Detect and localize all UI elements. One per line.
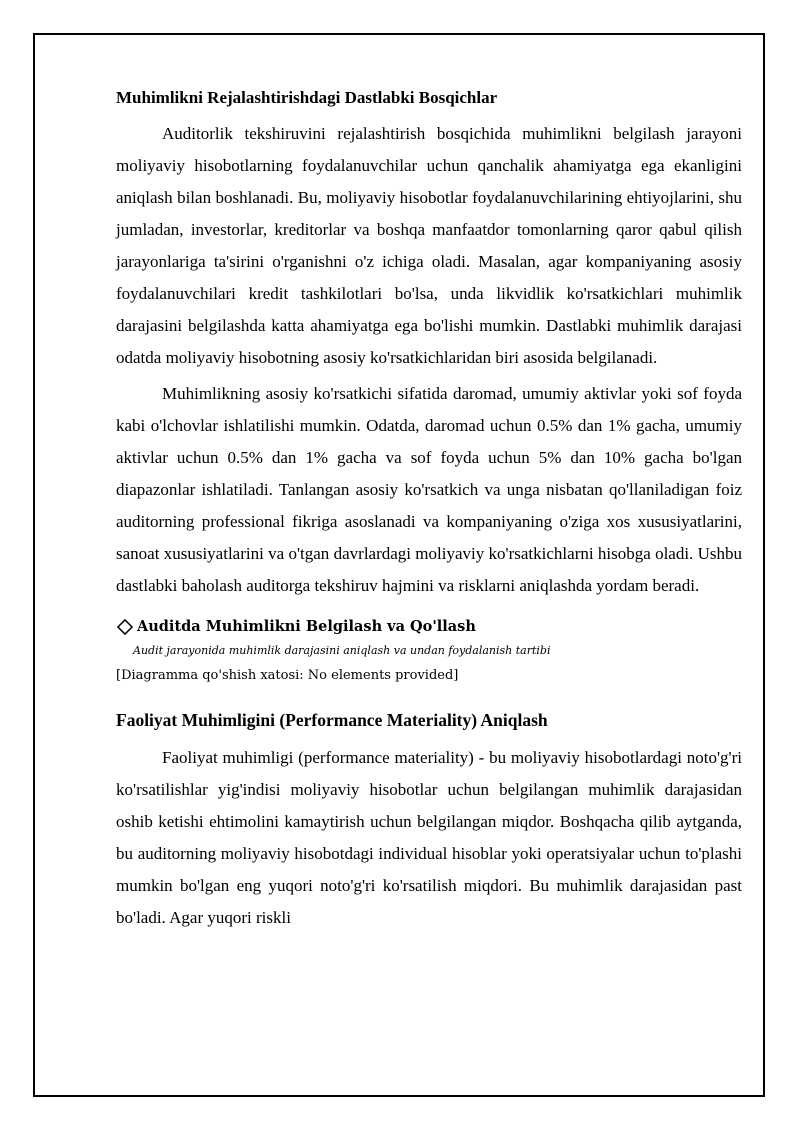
section-heading: Muhimlikni Rejalashtirishdagi Dastlabki Bosqichlar [116,88,498,107]
diagram-placeholder [116,616,742,686]
diagram-subtitle: Audit jarayonida muhimlik darajasini aniqlash va undan foydalanish tartibi [133,644,551,657]
paragraph: Auditorlik tekshiruvini rejalashtirish bosqichida muhimlikni belgilash jarayoni moliyaviy hisobotlarning foydalanuvchilar uchun qanchalik ahamiyatga ega ekanligini aniqlash bilan boshlanadi. Bu, moliyaviy hisobotlar foydalanuvchilarining ehtiyojlarini, shu jumladan, investorlar, kreditorlar va boshqa manfaatdor tomonlarning qaror qabul qilish jarayonlariga ta'sirini o'rganishni o'z ichiga oladi. Masalan, agar kompaniyaning asosiy foydalanuvchilari kredit tashkilotlari bo'lsa, unda likvidlik ko'rsatkichlari muhimlik darajasini belgilashda katta ahamiyatga ega bo'lishi mumkin. Dastlabki muhimlik darajasi odatda moliyaviy hisobotning asosiy ko'rsatkichlaridan biri asosida belgilanadi. [116,124,742,367]
diagram-error-message: [Diagramma qo'shish xatosi: No elements provided] [116,668,459,683]
document-body [116,86,742,938]
section-heading: Faoliyat Muhimligini (Performance Materiality) Aniqlash [116,710,548,730]
diagram-title [116,616,742,638]
diamond-icon [116,618,134,636]
paragraph: Muhimlikning asosiy ko'rsatkichi sifatida daromad, umumiy aktivlar yoki sof foyda kabi o'lchovlar ishlatilishi mumkin. Odatda, daromad uchun 0.5% dan 1% gacha, umumiy aktivlar uchun 0.5% dan 1% gacha va sof foyda uchun 5% dan 10% gacha bo'lgan diapazonlar ishlatiladi. Tanlangan asosiy ko'rsatkich va unga nisbatan qo'llaniladigan foiz auditorning professional fikriga asoslanadi va kompaniyaning o'ziga xos xususiyatlarini, sanoat xususiyatlarini va o'tgan davrlardagi moliyaviy ko'rsatkichlarni hisobga oladi. Ushbu dastlabki baholash auditorga tekshiruv hajmini va risklarni aniqlashda yordam beradi. [116,384,742,595]
diagram-title-text: Auditda Muhimlikni Belgilash va Qo'llash [137,618,476,635]
paragraph: Faoliyat muhimligi (performance materiality) - bu moliyaviy hisobotlardagi noto'g'ri ko'rsatilishlar yig'indisi moliyaviy hisobotlar uchun belgilangan muhimlik darajasidan oshib ketishi ehtimolini kamaytirish uchun belgilangan miqdor. Boshqacha qilib aytganda, bu auditorning moliyaviy hisobotdagi individual hisoblar yoki operatsiyalar uchun to'plashi mumkin bo'lgan eng yuqori noto'g'ri ko'rsatilish miqdori. Bu muhimlik darajasidan past bo'ladi. Agar yuqori riskli [116,748,742,927]
